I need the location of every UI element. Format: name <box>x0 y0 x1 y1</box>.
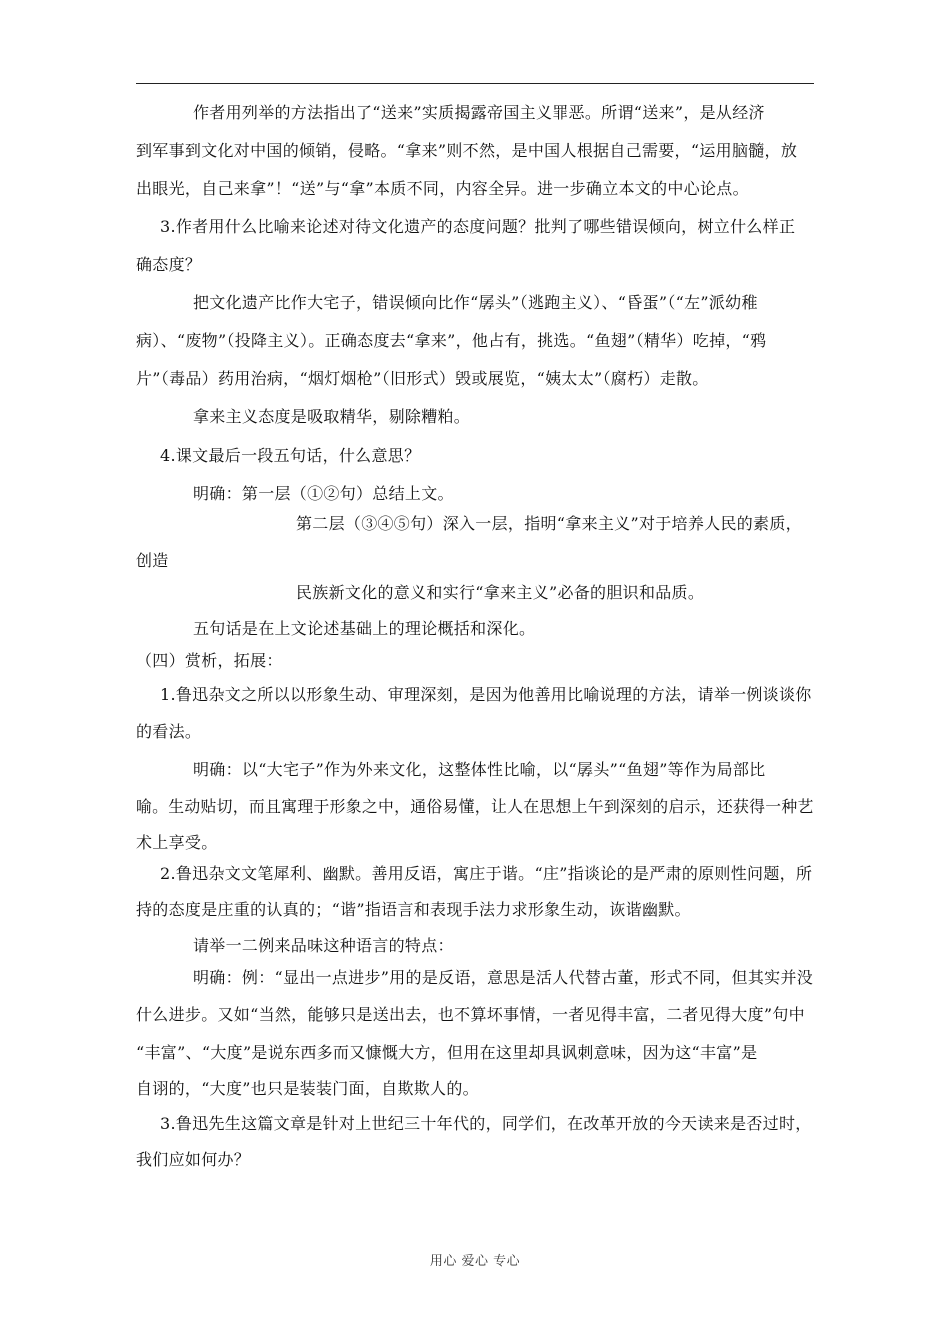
question-2: 2.鲁迅杂文文笔犀利、幽默。善用反语，寓庄于谐。“庄”指谈论的是严肃的原则性问题，所 <box>160 864 813 883</box>
header-rule <box>136 83 814 84</box>
text-line: 病）、“废物”（投降主义）。正确态度去“拿来”，他占有，挑选。“鱼翅”（精华）吃掉，“鸦 <box>136 331 767 350</box>
text-line: 把文化遗产比作大宅子，错误倾向比作“孱头”（逃跑主义）、“昏蛋”（“左”派幼稚 <box>193 293 758 312</box>
text-line: 喻。生动贴切，而且寓理于形象之中，通俗易懂，让人在思想上午到深刻的启示，还获得一种艺 <box>136 797 814 816</box>
text-line: 出眼光，自己来拿”！“送”与“拿”本质不同，内容全异。进一步确立本文的中心论点。 <box>136 179 749 198</box>
text-line: 明确：以“大宅子”作为外来文化，这整体性比喻，以“孱头”“鱼翅”等作为局部比 <box>193 760 766 779</box>
text-line: 到军事到文化对中国的倾销，侵略。“拿来”则不然，是中国人根据自己需要，“运用脑髓，放 <box>136 141 798 160</box>
text-line: 术上享受。 <box>136 833 218 852</box>
question-3b: 3.鲁迅先生这篇文章是针对上世纪三十年代的，同学们，在改革开放的今天读来是否过时， <box>160 1114 812 1133</box>
text-line: 持的态度是庄重的认真的；“谐”指语言和表现手法力求形象生动，诙谐幽默。 <box>136 900 691 919</box>
text-line: 民族新文化的意义和实行“拿来主义”必备的胆识和品质。 <box>296 583 705 602</box>
question-1: 1.鲁迅杂文之所以以形象生动、审理深刻，是因为他善用比喻说理的方法，请举一例谈谈你 <box>160 685 812 704</box>
page-footer: 用心 爱心 专心 <box>429 1254 521 1269</box>
text-line: 创造 <box>136 551 169 570</box>
text-line: 什么进步。又如“当然，能够只是送出去，也不算坏事情，一者见得丰富，二者见得大度”句中 <box>136 1005 805 1024</box>
text-line: 确态度？ <box>136 255 202 274</box>
text-line: 片”（毒品）药用治病，“烟灯烟枪”（旧形式）毁或展览，“姨太太”（腐朽）走散。 <box>136 369 709 388</box>
text-line: “丰富”、“大度”是说东西多而又慷慨大方，但用在这里却具讽刺意味，因为这“丰富”是 <box>136 1043 758 1062</box>
text-line: 第二层（③④⑤句）深入一层，指明“拿来主义”对于培养人民的素质， <box>296 514 802 533</box>
question-4: 4.课文最后一段五句话，什么意思？ <box>160 446 421 465</box>
text-line: 五句话是在上文论述基础上的理论概括和深化。 <box>193 619 536 638</box>
text-line: 拿来主义态度是吸取精华，剔除糟粕。 <box>193 407 471 426</box>
text-line: 作者用列举的方法指出了“送来”实质揭露帝国主义罪恶。所谓“送来”，是从经济 <box>193 103 765 122</box>
text-line: 我们应如何办？ <box>136 1150 251 1169</box>
text-line: 请举一二例来品味这种语言的特点： <box>193 936 454 955</box>
section-heading: （四）赏析，拓展： <box>136 651 283 670</box>
question-3: 3.作者用什么比喻来论述对待文化遗产的态度问题？批判了哪些错误倾向，树立什么样正 <box>160 217 796 236</box>
text-line: 明确：例：“显出一点进步”用的是反语，意思是活人代替古董，形式不同，但其实并没 <box>193 968 814 987</box>
text-line: 明确：第一层（①②句）总结上文。 <box>193 484 454 503</box>
text-line: 的看法。 <box>136 722 202 741</box>
text-line: 自诩的，“大度”也只是装装门面，自欺欺人的。 <box>136 1079 479 1098</box>
